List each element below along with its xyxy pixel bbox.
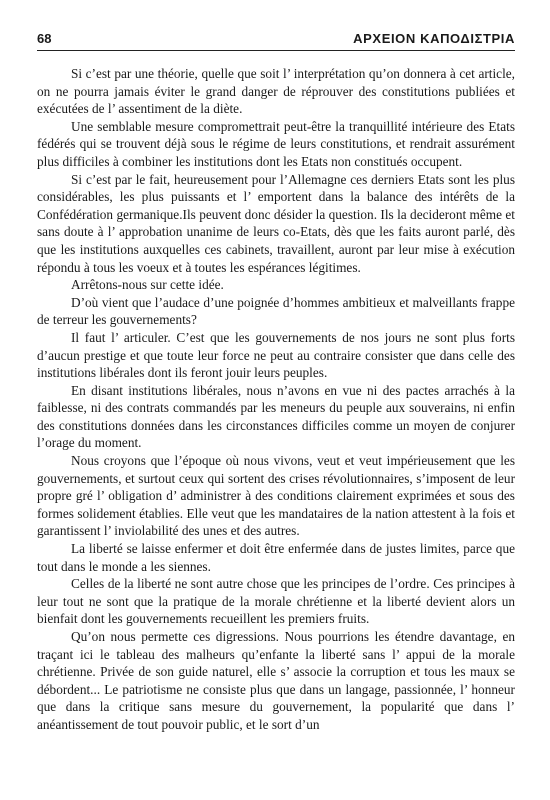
running-header	[37, 28, 515, 51]
paragraph: D’où vient que l’audace d’une poignée d’hommes ambitieux et malveillants frappe de terreur les gouvernements?	[37, 294, 515, 328]
paragraph: Il faut l’ articuler. C’est que les gouvernements de nos jours ne sont plus forts d’aucun prestige et que toute leur force ne peut au contraire consister que dans celle des institutions libérales dont ils feront jouir leurs peuples.	[37, 329, 515, 381]
paragraph: En disant institutions libérales, nous n’avons en vue ni des pactes arrachés à la faiblesse, ni des contrats commandés par les meneurs du peuple aux souverains, ni enfin des constitutions données dans les circonstances difficiles comme un moyen de conjurer l’orage du moment.	[37, 382, 515, 451]
paragraph: Nous croyons que l’époque où nous vivons, veut et veut impérieusement que les gouvernements, et surtout ceux qui sortent des crises révolutionnaires, s’imposent de leur propre gré l’ obligation d’ administrer à des conditions clairement exprimées et sous des formes solidement établies. Elle veut que les mandataires de la nation attestent à la fois et garantissent l’ inviolabilité des unes et des autres.	[37, 453, 515, 539]
body-text	[37, 65, 515, 734]
paragraph: Arrêtons-nous sur cette idée.	[71, 277, 224, 293]
paragraph: Celles de la liberté ne sont autre chose que les principes de l’ordre. Ces principes à leur tout ne sont que la pratique de la morale chrétienne et la liberté devient alors un bienfait dont les gouvernements recueillent les premiers fruits.	[37, 576, 515, 627]
page-number: 68	[37, 31, 52, 46]
paragraph: La liberté se laisse enfermer et doit être enfermée dans de justes limites, parce que tout dans le monde a les siennes.	[37, 541, 515, 574]
running-title: ΑΡΧΕΙΟΝ ΚΑΠΟΔΙΣΤΡΙΑ	[353, 31, 515, 46]
paragraph: Une semblable mesure compromettrait peut-être la tranquillité intérieure des Etats fédérés qui se trouvent déjà sous le régime de leurs constitutions, et rendrait assurément plus difficiles à combiner les institutions dont les Etats non constitués occupent.	[37, 118, 515, 169]
paragraph: Si c’est par le fait, heureusement pour l’Allemagne ces derniers Etats sont les plus considérables, les plus puissants et l’ emportent dans la balance des intérêts de la Confédération germanique.Ils peuvent donc désider la question. Ils la decideront même et sans doute à l’ approbation unanime de leurs co-Etats, dès que les faits auront parlé, dès que les institutions auxquelles ces cabinets, travaillent, auront par leur mise à exécution répondu à tous les voeux et à toutes les espérances légitimes.	[37, 171, 515, 275]
paragraph: Si c’est par une théorie, quelle que soit l’ interprétation qu’on donnera à cet article, on ne pourra jamais éviter le grand danger de réprouver des constitutions publiées et exécutées de l’ assentiment de la diète.	[37, 66, 515, 117]
paragraph: Qu’on nous permette ces digressions. Nous pourrions les étendre davantage, en traçant ici le tableau des malheurs qu’enfante la liberté sans l’ appui de la morale chrétienne. Privée de son guide naturel, elle s’ associe la corruption et tous les maux se débordent... Le patriotisme ne consiste plus que dans un langage, passionnée, l’ honneur que dans la critique sans mesure du gouvernement, la popularité que dans l’ anéantissement de tout pouvoir public, et le sort d’un	[37, 629, 515, 732]
book-page	[37, 28, 515, 788]
